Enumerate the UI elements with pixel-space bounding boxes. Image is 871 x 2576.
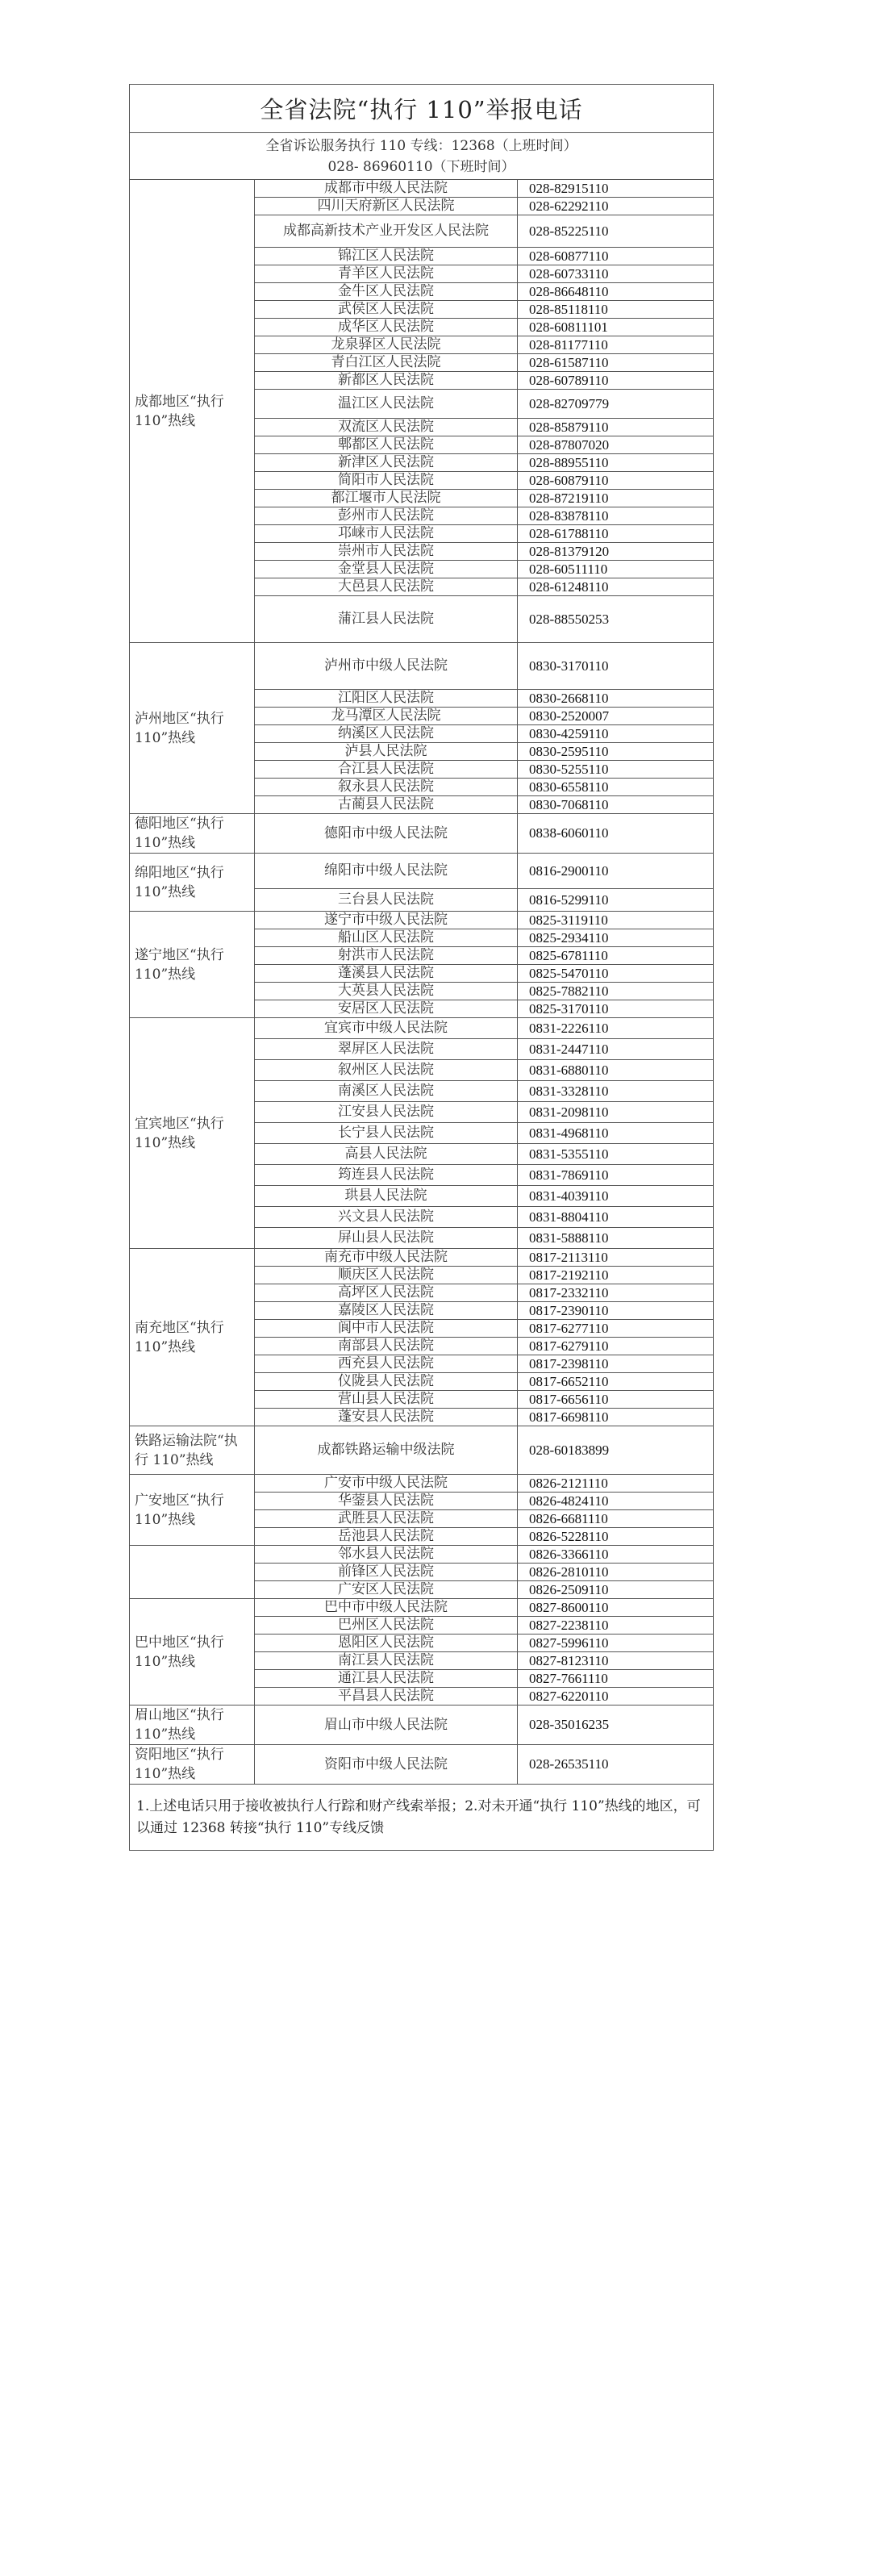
- court-row: [130, 1249, 714, 1267]
- note-row: [130, 1785, 714, 1851]
- court-name: 温江区人民法院: [255, 390, 518, 419]
- court-phone: 0831-2226110: [518, 1018, 714, 1039]
- court-name: 大邑县人民法院: [255, 578, 518, 596]
- court-name: 叙州区人民法院: [255, 1060, 518, 1081]
- court-phone: 0830-3170110: [518, 643, 714, 690]
- court-row: [130, 1546, 714, 1564]
- court-row: [130, 1599, 714, 1617]
- court-phone: 0817-2192110: [518, 1267, 714, 1284]
- court-phone: 0838-6060110: [518, 814, 714, 854]
- court-phone: 0817-2398110: [518, 1355, 714, 1373]
- court-phone: 028-35016235: [518, 1706, 714, 1745]
- court-phone: 0830-4259110: [518, 725, 714, 743]
- court-name: 泸县人民法院: [255, 743, 518, 761]
- court-phone: 028-60877110: [518, 248, 714, 265]
- court-row: [130, 1475, 714, 1493]
- court-phone: 0830-2520007: [518, 708, 714, 725]
- region-name: 宜宾地区“执行 110”热线: [130, 1018, 255, 1249]
- court-name: 金牛区人民法院: [255, 283, 518, 301]
- court-name: 青羊区人民法院: [255, 265, 518, 283]
- court-name: 简阳市人民法院: [255, 472, 518, 490]
- court-phone: 0830-2595110: [518, 743, 714, 761]
- court-name: 南江县人民法院: [255, 1652, 518, 1670]
- court-name: 船山区人民法院: [255, 929, 518, 947]
- court-phone: 028-81177110: [518, 336, 714, 354]
- court-phone: 0817-2332110: [518, 1284, 714, 1302]
- court-row: [130, 1018, 714, 1039]
- court-name: 嘉陵区人民法院: [255, 1302, 518, 1320]
- hotline-document: [129, 84, 713, 1851]
- court-name: 成都市中级人民法院: [255, 180, 518, 198]
- court-name: 前锋区人民法院: [255, 1564, 518, 1581]
- court-phone: 0831-3328110: [518, 1081, 714, 1102]
- court-phone: 0830-7068110: [518, 796, 714, 814]
- region-name: [130, 1546, 255, 1599]
- court-name: 翠屏区人民法院: [255, 1039, 518, 1060]
- court-phone: 0826-6681110: [518, 1510, 714, 1528]
- court-name: 仪陇县人民法院: [255, 1373, 518, 1391]
- court-phone: 0827-6220110: [518, 1688, 714, 1706]
- court-phone: 0817-6277110: [518, 1320, 714, 1338]
- court-name: 广安市中级人民法院: [255, 1475, 518, 1493]
- region-name: 眉山地区“执行 110”热线: [130, 1706, 255, 1745]
- court-name: 都江堰市人民法院: [255, 490, 518, 507]
- court-name: 巴中市中级人民法院: [255, 1599, 518, 1617]
- court-name: 纳溪区人民法院: [255, 725, 518, 743]
- court-phone: 028-62292110: [518, 198, 714, 215]
- court-name: 龙泉驿区人民法院: [255, 336, 518, 354]
- court-name: 营山县人民法院: [255, 1391, 518, 1409]
- court-name: 兴文县人民法院: [255, 1207, 518, 1228]
- court-name: 射洪市人民法院: [255, 947, 518, 965]
- court-phone: 028-87807020: [518, 436, 714, 454]
- court-row: [130, 912, 714, 929]
- court-name: 崇州市人民法院: [255, 543, 518, 561]
- court-phone: 028-82915110: [518, 180, 714, 198]
- court-phone: 0830-2668110: [518, 690, 714, 708]
- court-phone: 0831-5888110: [518, 1228, 714, 1249]
- court-name: 江安县人民法院: [255, 1102, 518, 1123]
- court-name: 武胜县人民法院: [255, 1510, 518, 1528]
- court-phone: 0826-4824110: [518, 1493, 714, 1510]
- court-phone: 028-82709779: [518, 390, 714, 419]
- court-name: 蒲江县人民法院: [255, 596, 518, 643]
- region-name: 遂宁地区“执行 110”热线: [130, 912, 255, 1018]
- court-name: 成都高新技术产业开发区人民法院: [255, 215, 518, 248]
- court-name: 筠连县人民法院: [255, 1165, 518, 1186]
- court-phone: 028-60879110: [518, 472, 714, 490]
- court-name: 合江县人民法院: [255, 761, 518, 779]
- court-phone: 0817-2390110: [518, 1302, 714, 1320]
- court-name: 金堂县人民法院: [255, 561, 518, 578]
- court-phone: 028-26535110: [518, 1745, 714, 1785]
- court-phone: 028-60811101: [518, 319, 714, 336]
- court-phone: 028-83878110: [518, 507, 714, 525]
- court-phone: 0831-4039110: [518, 1186, 714, 1207]
- hotline-table: [129, 84, 714, 1851]
- court-phone: 0831-5355110: [518, 1144, 714, 1165]
- court-name: 阆中市人民法院: [255, 1320, 518, 1338]
- court-phone: 0826-2509110: [518, 1581, 714, 1599]
- court-phone: 0825-2934110: [518, 929, 714, 947]
- court-phone: 028-86648110: [518, 283, 714, 301]
- court-phone: 028-60789110: [518, 372, 714, 390]
- court-name: 泸州市中级人民法院: [255, 643, 518, 690]
- court-name: 大英县人民法院: [255, 983, 518, 1000]
- court-phone: 0827-8600110: [518, 1599, 714, 1617]
- court-phone: 0831-2098110: [518, 1102, 714, 1123]
- court-phone: 028-61248110: [518, 578, 714, 596]
- court-phone: 0826-2121110: [518, 1475, 714, 1493]
- court-phone: 0816-5299110: [518, 889, 714, 912]
- court-name: 高县人民法院: [255, 1144, 518, 1165]
- document-title: 全省法院“执行 110”举报电话: [130, 85, 714, 133]
- court-phone: 0817-6698110: [518, 1409, 714, 1426]
- court-name: 郫都区人民法院: [255, 436, 518, 454]
- region-name: 资阳地区“执行 110”热线: [130, 1745, 255, 1785]
- title-row: [130, 85, 714, 133]
- court-phone: 0826-2810110: [518, 1564, 714, 1581]
- court-name: 蓬安县人民法院: [255, 1409, 518, 1426]
- footnote: 1.上述电话只用于接收被执行人行踪和财产线索举报；2.对未开通“执行 110”热线的地区，可以通过 12368 转接“执行 110”专线反馈: [130, 1785, 714, 1851]
- court-name: 资阳市中级人民法院: [255, 1745, 518, 1785]
- region-name: 铁路运输法院“执行 110”热线: [130, 1426, 255, 1475]
- region-name: 南充地区“执行 110”热线: [130, 1249, 255, 1426]
- court-name: 南部县人民法院: [255, 1338, 518, 1355]
- court-name: 平昌县人民法院: [255, 1688, 518, 1706]
- court-name: 恩阳区人民法院: [255, 1635, 518, 1652]
- court-phone: 0817-6279110: [518, 1338, 714, 1355]
- court-name: 江阳区人民法院: [255, 690, 518, 708]
- court-phone: 028-60183899: [518, 1426, 714, 1475]
- court-phone: 0825-3119110: [518, 912, 714, 929]
- subtitle-row: [130, 133, 714, 180]
- court-name: 珙县人民法院: [255, 1186, 518, 1207]
- court-phone: 028-88955110: [518, 454, 714, 472]
- court-name: 三台县人民法院: [255, 889, 518, 912]
- court-phone: 0817-2113110: [518, 1249, 714, 1267]
- court-row: [130, 854, 714, 889]
- court-name: 南溪区人民法院: [255, 1081, 518, 1102]
- court-phone: 0825-5470110: [518, 965, 714, 983]
- court-phone: 0825-3170110: [518, 1000, 714, 1018]
- court-row: [130, 814, 714, 854]
- court-phone: 0826-3366110: [518, 1546, 714, 1564]
- court-name: 巴州区人民法院: [255, 1617, 518, 1635]
- court-name: 遂宁市中级人民法院: [255, 912, 518, 929]
- court-name: 长宁县人民法院: [255, 1123, 518, 1144]
- court-phone: 028-61587110: [518, 354, 714, 372]
- region-name: 绵阳地区“执行 110”热线: [130, 854, 255, 912]
- court-name: 彭州市人民法院: [255, 507, 518, 525]
- court-name: 通江县人民法院: [255, 1670, 518, 1688]
- court-name: 武侯区人民法院: [255, 301, 518, 319]
- court-name: 广安区人民法院: [255, 1581, 518, 1599]
- court-name: 邻水县人民法院: [255, 1546, 518, 1564]
- court-name: 宜宾市中级人民法院: [255, 1018, 518, 1039]
- court-name: 四川天府新区人民法院: [255, 198, 518, 215]
- court-name: 邛崃市人民法院: [255, 525, 518, 543]
- court-name: 西充县人民法院: [255, 1355, 518, 1373]
- court-name: 岳池县人民法院: [255, 1528, 518, 1546]
- court-phone: 0830-6558110: [518, 779, 714, 796]
- province-hotline-info: [130, 133, 714, 180]
- court-phone: 0830-5255110: [518, 761, 714, 779]
- court-name: 青白江区人民法院: [255, 354, 518, 372]
- court-name: 德阳市中级人民法院: [255, 814, 518, 854]
- court-phone: 028-60733110: [518, 265, 714, 283]
- court-phone: 028-60511110: [518, 561, 714, 578]
- court-phone: 0831-2447110: [518, 1039, 714, 1060]
- court-phone: 0827-2238110: [518, 1617, 714, 1635]
- court-phone: 0831-7869110: [518, 1165, 714, 1186]
- court-name: 蓬溪县人民法院: [255, 965, 518, 983]
- court-name: 眉山市中级人民法院: [255, 1706, 518, 1745]
- court-name: 古蔺县人民法院: [255, 796, 518, 814]
- court-phone: 0816-2900110: [518, 854, 714, 889]
- court-phone: 028-81379120: [518, 543, 714, 561]
- court-name: 成都铁路运输中级法院: [255, 1426, 518, 1475]
- court-phone: 028-85879110: [518, 419, 714, 436]
- region-name: 成都地区“执行 110”热线: [130, 180, 255, 643]
- court-name: 锦江区人民法院: [255, 248, 518, 265]
- court-name: 龙马潭区人民法院: [255, 708, 518, 725]
- region-name: 广安地区“执行 110”热线: [130, 1475, 255, 1546]
- court-phone: 0827-7661110: [518, 1670, 714, 1688]
- court-name: 新都区人民法院: [255, 372, 518, 390]
- court-phone: 028-61788110: [518, 525, 714, 543]
- court-phone: 0825-6781110: [518, 947, 714, 965]
- court-phone: 0826-5228110: [518, 1528, 714, 1546]
- province-hotline-line1: 全省诉讼服务执行 110 专线：12368（上班时间）: [265, 137, 577, 154]
- court-phone: 0831-8804110: [518, 1207, 714, 1228]
- court-name: 华蓥县人民法院: [255, 1493, 518, 1510]
- court-phone: 028-87219110: [518, 490, 714, 507]
- court-phone: 028-88550253: [518, 596, 714, 643]
- court-row: [130, 1426, 714, 1475]
- court-name: 屏山县人民法院: [255, 1228, 518, 1249]
- court-name: 成华区人民法院: [255, 319, 518, 336]
- court-phone: 0817-6656110: [518, 1391, 714, 1409]
- court-name: 双流区人民法院: [255, 419, 518, 436]
- court-row: [130, 643, 714, 690]
- court-row: [130, 1745, 714, 1785]
- court-name: 绵阳市中级人民法院: [255, 854, 518, 889]
- court-name: 安居区人民法院: [255, 1000, 518, 1018]
- court-phone: 0827-5996110: [518, 1635, 714, 1652]
- court-row: [130, 1706, 714, 1745]
- region-name: 泸州地区“执行 110”热线: [130, 643, 255, 814]
- region-name: 巴中地区“执行 110”热线: [130, 1599, 255, 1706]
- court-name: 高坪区人民法院: [255, 1284, 518, 1302]
- court-row: [130, 180, 714, 198]
- court-name: 顺庆区人民法院: [255, 1267, 518, 1284]
- court-phone: 0825-7882110: [518, 983, 714, 1000]
- province-hotline-line2: 028- 86960110（下班时间）: [327, 158, 515, 175]
- court-name: 南充市中级人民法院: [255, 1249, 518, 1267]
- court-phone: 028-85225110: [518, 215, 714, 248]
- court-phone: 0831-6880110: [518, 1060, 714, 1081]
- court-name: 叙永县人民法院: [255, 779, 518, 796]
- region-name: 德阳地区“执行 110”热线: [130, 814, 255, 854]
- court-name: 新津区人民法院: [255, 454, 518, 472]
- court-phone: 0831-4968110: [518, 1123, 714, 1144]
- court-phone: 0827-8123110: [518, 1652, 714, 1670]
- court-phone: 028-85118110: [518, 301, 714, 319]
- court-phone: 0817-6652110: [518, 1373, 714, 1391]
